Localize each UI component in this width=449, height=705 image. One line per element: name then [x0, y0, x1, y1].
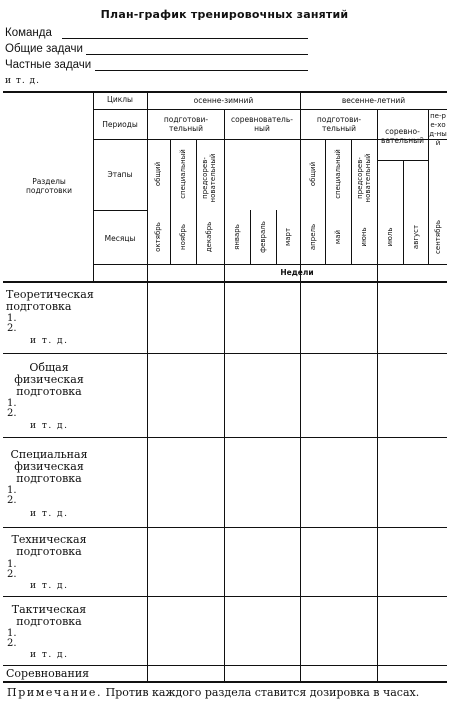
cycles-label: Циклы	[107, 95, 133, 104]
weeks-label: Недели	[280, 268, 314, 277]
section-item-etc: и т. д.	[30, 336, 69, 346]
column-divider	[377, 109, 378, 681]
stage-special-1: специальный	[179, 149, 187, 199]
month-august: август	[412, 224, 420, 250]
periods-label: Периоды	[102, 120, 138, 129]
period-preparatory-2: подготови-тельный	[316, 115, 362, 133]
section-item-number: 1.	[7, 313, 17, 324]
section-item-etc: и т. д.	[30, 581, 69, 591]
footnote-text: Против каждого раздела ставится дозировка в часах.	[105, 686, 420, 699]
stage-general-1: общий	[154, 161, 162, 187]
section-item-etc: и т. д.	[30, 650, 69, 660]
general-tasks-label: Общие задачи	[5, 43, 83, 55]
stage-precomp-1: предсорев-новательный	[201, 153, 217, 203]
period-transitional: пе-рe-ход-ный	[429, 112, 447, 147]
stage-precomp-2: предсорев-новательный	[356, 153, 372, 203]
stage-special-2: специальный	[334, 149, 342, 199]
footnote-lead: Примечание.	[7, 686, 103, 699]
month-divider	[276, 210, 277, 264]
section-competitions-title: Соревнования	[6, 667, 90, 680]
period-competitive-1: соревнователь-ный	[231, 115, 293, 133]
month-divider	[403, 160, 404, 264]
section-divider	[3, 665, 447, 666]
section-theory-title: Теоретическая подготовка	[6, 288, 94, 313]
section-divider	[3, 596, 447, 597]
stage-general-2: общий	[309, 161, 317, 187]
section-item-number: 2.	[7, 495, 17, 506]
sections-label: Разделы подготовки	[26, 177, 72, 195]
month-july: июль	[386, 227, 394, 247]
team-field-line	[62, 38, 308, 39]
stage-divider	[325, 139, 326, 264]
period-competitive-2: соревно-вательный	[381, 127, 424, 145]
period-subline	[377, 160, 428, 161]
section-item-number: 1.	[7, 628, 17, 639]
column-divider	[147, 91, 148, 681]
team-field-label: Команда	[5, 27, 52, 39]
period-preparatory-1: подготови-тельный	[163, 115, 209, 133]
section-item-etc: и т. д.	[30, 509, 69, 519]
header-etc: и т. д.	[5, 76, 40, 86]
month-march: март	[284, 227, 292, 247]
section-item-number: 2.	[7, 323, 17, 334]
month-divider	[250, 210, 251, 264]
section-divider	[3, 353, 447, 354]
section-technical-title: Техническая подготовка	[11, 533, 87, 558]
month-november: ноябрь	[179, 224, 187, 250]
table-top-border	[3, 91, 447, 93]
month-june: июнь	[360, 227, 368, 247]
stage-divider	[351, 139, 352, 264]
month-october: октябрь	[154, 222, 162, 252]
specific-tasks-label: Частные задачи	[5, 59, 92, 71]
section-item-number: 1.	[7, 398, 17, 409]
section-tactical-title: Тактическая подготовка	[11, 603, 87, 628]
section-item-number: 1.	[7, 485, 17, 496]
footnote	[7, 686, 419, 699]
general-tasks-line	[86, 54, 308, 55]
month-january: январь	[233, 224, 241, 250]
stage-divider	[196, 139, 197, 264]
specific-tasks-line	[95, 70, 308, 71]
section-special-physical-title: Специальная физическая подготовка	[10, 448, 88, 485]
cycle-autumn-winter: осенне-зимний	[193, 96, 254, 105]
section-item-number: 1.	[7, 559, 17, 570]
table-bottom-border	[3, 681, 447, 683]
document-title: План-график тренировочных занятий	[100, 8, 349, 21]
column-divider	[300, 91, 301, 681]
column-divider	[224, 109, 225, 681]
month-april: апрель	[309, 223, 317, 251]
month-september: сентябрь	[434, 220, 442, 254]
section-item-number: 2.	[7, 638, 17, 649]
section-general-physical-title: Общая физическая подготовка	[14, 361, 84, 398]
month-february: февраль	[259, 221, 267, 253]
month-may: май	[334, 229, 342, 245]
cycle-spring-summer: весенне-летний	[341, 96, 406, 105]
stages-label-bottom	[93, 210, 147, 211]
stage-divider	[170, 139, 171, 264]
month-december: декабрь	[205, 221, 213, 253]
weeks-row-bottom	[3, 281, 447, 283]
section-item-etc: и т. д.	[30, 421, 69, 431]
section-item-number: 2.	[7, 408, 17, 419]
stages-label: Этапы	[107, 170, 133, 179]
section-divider	[3, 527, 447, 528]
section-item-number: 2.	[7, 569, 17, 580]
section-divider	[3, 437, 447, 438]
months-label: Месяцы	[104, 234, 136, 243]
